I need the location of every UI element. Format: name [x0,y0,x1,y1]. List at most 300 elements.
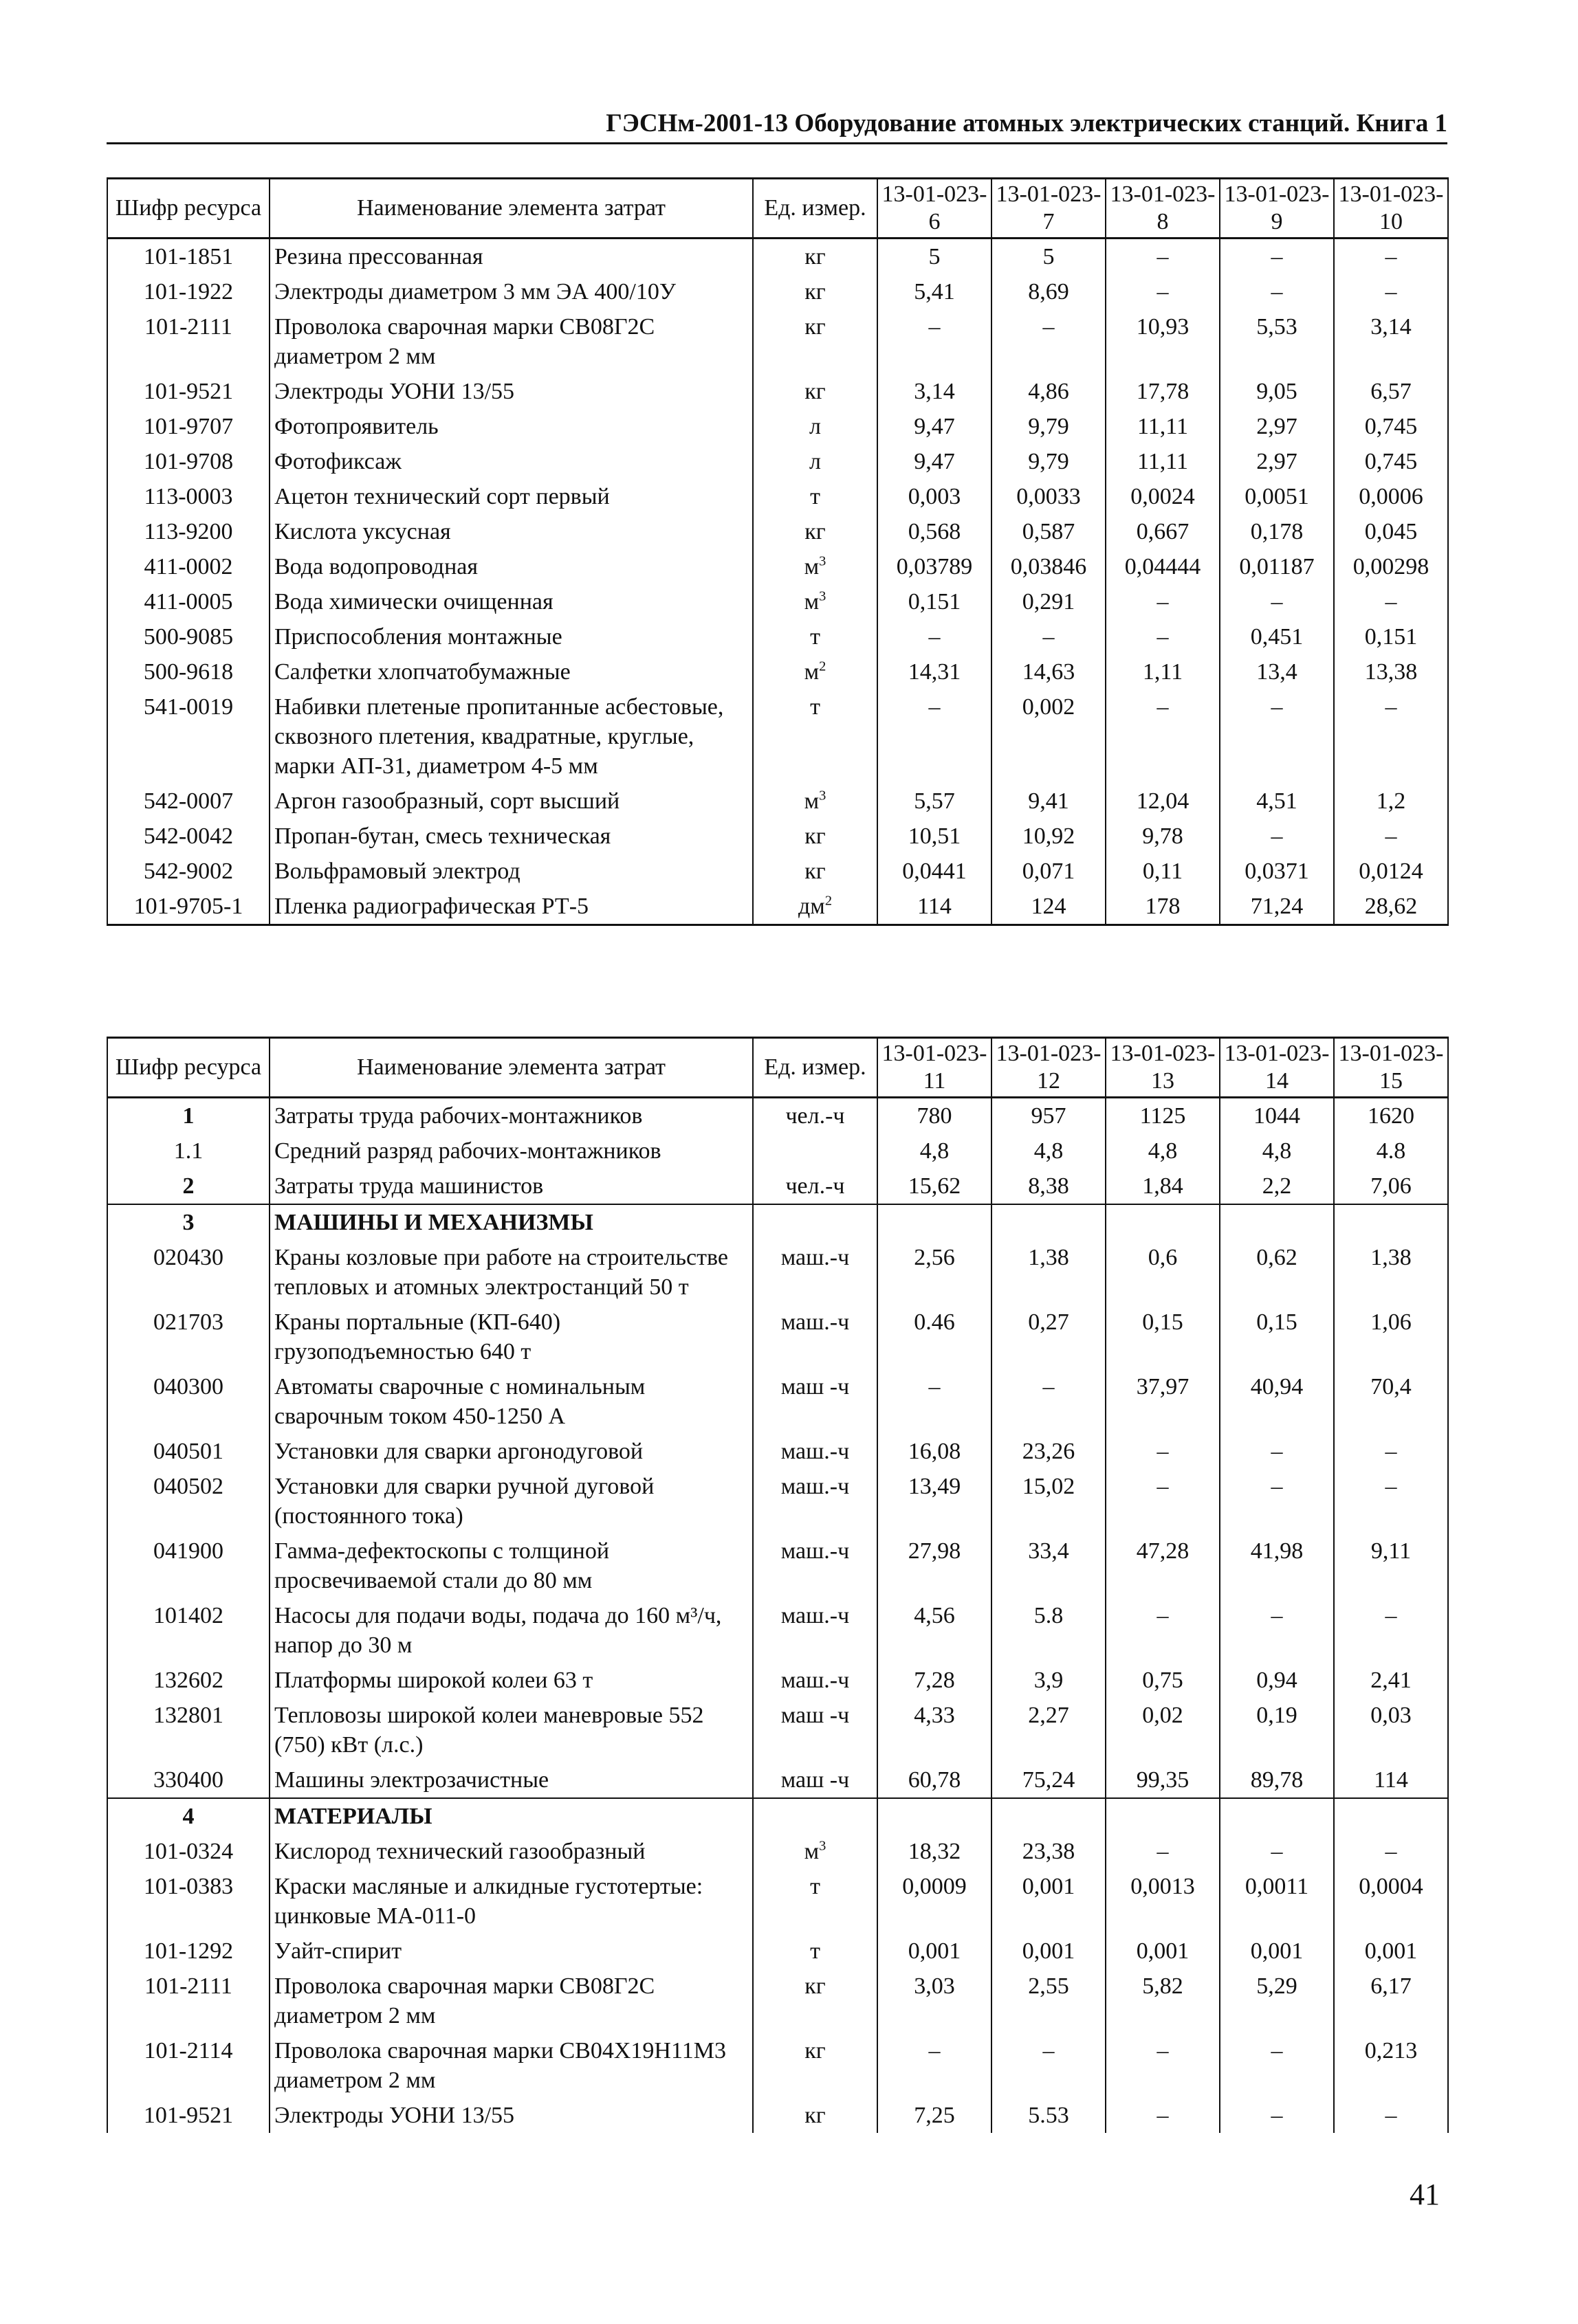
value-cell [1334,1204,1448,1240]
unit-cell [753,584,877,619]
unit-cell [753,1469,877,1534]
unit-text: маш.-ч [780,1603,850,1628]
table-row [107,1934,1448,1969]
table-row [107,1762,1448,1798]
value-cell: 0,0033 [991,479,1106,514]
value-cell: – [1106,274,1220,309]
resource-name: Установки для сварки ручной дуговой (постоянного тока) [270,1469,753,1534]
value-cell: 9,11 [1334,1534,1448,1598]
value-cell: 47,28 [1106,1534,1220,1598]
resource-code: 542-9002 [107,854,270,889]
unit-exponent: 3 [819,553,826,569]
unit-text: кг [804,823,826,849]
value-cell: 4,86 [991,374,1106,409]
unit-cell [753,1434,877,1469]
unit-cell [753,1969,877,2033]
value-cell: – [1220,1469,1334,1534]
value-cell: – [1220,584,1334,619]
value-cell: 0,587 [991,514,1106,549]
table-row [107,2098,1448,2133]
value-cell: 8,69 [991,274,1106,309]
header-col: 13-01-023-6 [877,179,991,239]
value-cell: 23,38 [991,1834,1106,1869]
value-cell: 0,0013 [1106,1869,1220,1934]
value-cell: – [991,309,1106,374]
resource-code: 101-2114 [107,2033,270,2098]
unit-cell [753,1934,877,1969]
resource-name: Затраты труда машинистов [270,1169,753,1204]
unit-text: м [804,1839,820,1864]
resource-name: Проволока сварочная марки СВ04Х19Н11М3 диаметром 2 мм [270,2033,753,2098]
resource-code: 2 [107,1169,270,1204]
value-cell: 0,001 [991,1934,1106,1969]
value-cell: 28,62 [1334,889,1448,925]
value-cell [991,1204,1106,1240]
table-row [107,819,1448,854]
value-cell: 0,03846 [991,549,1106,584]
value-cell: 40,94 [1220,1369,1334,1434]
table-row [107,514,1448,549]
table-row [107,1698,1448,1762]
table-row [107,2033,1448,2098]
value-cell: 0,0009 [877,1869,991,1934]
unit-text: т [810,1874,820,1899]
resource-table-1 [107,177,1449,926]
header-col: 13-01-023-7 [991,179,1106,239]
table-row [107,1240,1448,1305]
value-cell: 0,19 [1220,1698,1334,1762]
value-cell: 114 [877,889,991,925]
resource-name: Набивки плетеные пропитанные асбестовые, сквозного плетения, квадратные, круглые, марки АП-31, диаметром 4-5 мм [270,689,753,784]
resource-name: Машины электрозачистные [270,1762,753,1798]
value-cell: 89,78 [1220,1762,1334,1798]
unit-text: т [810,484,820,509]
value-cell: 0,451 [1220,619,1334,654]
value-cell: 2,56 [877,1240,991,1305]
resource-name: Краны портальные (КП-640) грузоподъемностью 640 т [270,1305,753,1369]
value-cell: – [1334,239,1448,275]
resource-name: Кислота уксусная [270,514,753,549]
value-cell: – [1334,1598,1448,1663]
unit-cell [753,819,877,854]
resource-name: Электроды УОНИ 13/55 [270,2098,753,2133]
value-cell: 4.8 [1334,1133,1448,1169]
header-rule [107,142,1447,144]
value-cell: 9,78 [1106,819,1220,854]
resource-name: Гамма-дефектоскопы с толщиной просвечиваемой стали до 80 мм [270,1534,753,1598]
unit-text: м [804,788,820,814]
table-row [107,889,1448,925]
resource-name: Салфетки хлопчатобумажные [270,654,753,689]
header-col: 13-01-023-13 [1106,1038,1220,1098]
value-cell: 3,03 [877,1969,991,2033]
resource-name: Аргон газообразный, сорт высший [270,784,753,819]
value-cell: 0,0006 [1334,479,1448,514]
unit-cell [753,1204,877,1240]
resource-code: 1 [107,1098,270,1134]
section-row [107,1204,1448,1240]
table-row [107,409,1448,444]
value-cell: 14,31 [877,654,991,689]
unit-cell [753,1869,877,1934]
value-cell: 71,24 [1220,889,1334,925]
value-cell: 9,47 [877,444,991,479]
value-cell: 0,745 [1334,409,1448,444]
unit-cell [753,239,877,275]
header-col: 13-01-023-12 [991,1038,1106,1098]
section-row [107,1798,1448,1834]
unit-text: т [810,1938,820,1964]
value-cell: 2,2 [1220,1169,1334,1204]
value-cell: 0,02 [1106,1698,1220,1762]
value-cell [991,1798,1106,1834]
unit-cell [753,1098,877,1134]
value-cell: 124 [991,889,1106,925]
value-cell: – [1106,584,1220,619]
value-cell: 0,667 [1106,514,1220,549]
header-code: Шифр ресурса [107,1038,270,1098]
value-cell: – [1106,1469,1220,1534]
value-cell: 5,29 [1220,1969,1334,2033]
resource-name: Платформы широкой колеи 63 т [270,1663,753,1698]
value-cell: 5,57 [877,784,991,819]
value-cell: 0,745 [1334,444,1448,479]
resource-code: 541-0019 [107,689,270,784]
unit-text: м [804,659,820,685]
value-cell: – [1106,1834,1220,1869]
value-cell: 2,41 [1334,1663,1448,1698]
resource-name: Пропан-бутан, смесь техническая [270,819,753,854]
resource-code: 041900 [107,1534,270,1598]
unit-text: кг [804,2038,826,2063]
unit-cell [753,1663,877,1698]
header-col: 13-01-023-8 [1106,179,1220,239]
header-name: Наименование элемента затрат [270,179,753,239]
value-cell [1106,1798,1220,1834]
value-cell: 2,27 [991,1698,1106,1762]
value-cell: – [991,619,1106,654]
unit-cell [753,1798,877,1834]
value-cell: 5,41 [877,274,991,309]
resource-code: 101402 [107,1598,270,1663]
header-name: Наименование элемента затрат [270,1038,753,1098]
unit-cell [753,1834,877,1869]
table-row [107,239,1448,275]
unit-text: л [809,414,821,439]
page-number: 41 [1410,2178,1440,2211]
value-cell: – [877,2033,991,2098]
value-cell: 1125 [1106,1098,1220,1134]
resource-code: 4 [107,1798,270,1834]
value-cell: 0,03 [1334,1698,1448,1762]
unit-cell [753,1698,877,1762]
unit-text: маш.-ч [780,1538,850,1564]
value-cell: – [1106,689,1220,784]
unit-cell [753,1240,877,1305]
resource-code: 500-9618 [107,654,270,689]
section-title: МАШИНЫ И МЕХАНИЗМЫ [270,1204,753,1240]
value-cell: 5 [991,239,1106,275]
unit-cell [753,374,877,409]
value-cell: – [1220,2033,1334,2098]
resource-code: 132602 [107,1663,270,1698]
header-col: 13-01-023-11 [877,1038,991,1098]
unit-text: чел.-ч [785,1173,845,1199]
resource-name: Пленка радиографическая РТ-5 [270,889,753,925]
value-cell: 4,8 [877,1133,991,1169]
unit-text: маш.-ч [780,1309,850,1335]
value-cell: 9,41 [991,784,1106,819]
unit-cell [753,274,877,309]
table-row [107,1434,1448,1469]
value-cell [1220,1798,1334,1834]
resource-code: 330400 [107,1762,270,1798]
value-cell: 5,53 [1220,309,1334,374]
value-cell: 6,57 [1334,374,1448,409]
value-cell: – [877,619,991,654]
value-cell: 0,15 [1220,1305,1334,1369]
table-row [107,374,1448,409]
resource-name: Уайт-спирит [270,1934,753,1969]
value-cell: 18,32 [877,1834,991,1869]
value-cell: – [1220,274,1334,309]
resource-name: Резина прессованная [270,239,753,275]
unit-cell [753,309,877,374]
resource-code: 101-9521 [107,2098,270,2133]
value-cell: – [1334,274,1448,309]
value-cell: 0,0011 [1220,1869,1334,1934]
value-cell: 0,001 [877,1934,991,1969]
value-cell: 0,11 [1106,854,1220,889]
value-cell: 1,06 [1334,1305,1448,1369]
unit-text: маш -ч [780,1374,850,1399]
value-cell: 0,002 [991,689,1106,784]
value-cell: 0,0124 [1334,854,1448,889]
value-cell: 15,62 [877,1169,991,1204]
resource-name: Автоматы сварочные с номинальным сварочным током 450-1250 А [270,1369,753,1434]
value-cell: 0,045 [1334,514,1448,549]
resource-code: 3 [107,1204,270,1240]
value-cell: 5 [877,239,991,275]
resource-name: Вода водопроводная [270,549,753,584]
value-cell: 7,25 [877,2098,991,2133]
header-code: Шифр ресурса [107,179,270,239]
value-cell: 4,56 [877,1598,991,1663]
value-cell: 15,02 [991,1469,1106,1534]
table-row [107,689,1448,784]
value-cell: – [877,309,991,374]
value-cell: 0,0024 [1106,479,1220,514]
value-cell: 0,04444 [1106,549,1220,584]
value-cell: – [1334,584,1448,619]
unit-text: кг [804,519,826,544]
resource-name: Электроды УОНИ 13/55 [270,374,753,409]
unit-exponent: 3 [819,588,826,604]
unit-cell [753,854,877,889]
table-row [107,619,1448,654]
value-cell: 0,27 [991,1305,1106,1369]
header-col: 13-01-023-15 [1334,1038,1448,1098]
value-cell: 0,0004 [1334,1869,1448,1934]
value-cell: – [991,2033,1106,2098]
value-cell: 0,151 [1334,619,1448,654]
unit-exponent: 3 [819,788,826,804]
value-cell: 0,291 [991,584,1106,619]
resource-code: 542-0042 [107,819,270,854]
value-cell: 7,28 [877,1663,991,1698]
value-cell: 1,38 [1334,1240,1448,1305]
value-cell: 0,001 [1220,1934,1334,1969]
table-row [107,1869,1448,1934]
resource-code: 500-9085 [107,619,270,654]
table-row [107,1534,1448,1598]
unit-exponent: 3 [819,1838,826,1854]
value-cell: 5.53 [991,2098,1106,2133]
resource-code: 020430 [107,1240,270,1305]
resource-name: Насосы для подачи воды, подача до 160 м³/ч, напор до 30 м [270,1598,753,1663]
unit-text: кг [804,244,826,269]
table-row [107,1834,1448,1869]
resource-name: Вода химически очищенная [270,584,753,619]
value-cell: 12,04 [1106,784,1220,819]
value-cell: 0,00298 [1334,549,1448,584]
value-cell: 5.8 [991,1598,1106,1663]
value-cell: 114 [1334,1762,1448,1798]
resource-code: 113-9200 [107,514,270,549]
value-cell [877,1798,991,1834]
resource-code: 101-1851 [107,239,270,275]
unit-cell [753,689,877,784]
value-cell: 0,001 [991,1869,1106,1934]
resource-code: 101-0383 [107,1869,270,1934]
unit-cell [753,409,877,444]
table-row [107,309,1448,374]
resource-code: 132801 [107,1698,270,1762]
value-cell: 4,33 [877,1698,991,1762]
resource-code: 021703 [107,1305,270,1369]
value-cell: – [877,689,991,784]
value-cell: 3,14 [1334,309,1448,374]
resource-name: Проволока сварочная марки СВ08Г2С диаметром 2 мм [270,309,753,374]
value-cell: 5,82 [1106,1969,1220,2033]
table-row [107,1169,1448,1204]
header-col: 13-01-023-14 [1220,1038,1334,1098]
table-row [107,584,1448,619]
value-cell: – [1106,1434,1220,1469]
value-cell: – [1220,819,1334,854]
table-row [107,1098,1448,1134]
value-cell: 4,51 [1220,784,1334,819]
resource-name: Установки для сварки аргонодуговой [270,1434,753,1469]
resource-code: 101-2111 [107,1969,270,2033]
resource-code: 411-0002 [107,549,270,584]
value-cell: 8,38 [991,1169,1106,1204]
unit-cell [753,549,877,584]
value-cell: 1,38 [991,1240,1106,1305]
value-cell: 0,62 [1220,1240,1334,1305]
resource-name: Затраты труда рабочих-монтажников [270,1098,753,1134]
value-cell: 3,9 [991,1663,1106,1698]
unit-cell [753,1534,877,1598]
value-cell: 75,24 [991,1762,1106,1798]
value-cell: 11,11 [1106,409,1220,444]
resource-name: Приспособления монтажные [270,619,753,654]
unit-text: кг [804,314,826,340]
resource-code: 101-9521 [107,374,270,409]
value-cell: 13,38 [1334,654,1448,689]
value-cell: 17,78 [1106,374,1220,409]
resource-name: Проволока сварочная марки СВ08Г2С диаметром 2 мм [270,1969,753,2033]
value-cell: 0,03789 [877,549,991,584]
page-header: ГЭСНм-2001-13 Оборудование атомных электрических станций. Книга 1 [606,109,1447,137]
resource-table-2 [107,1037,1449,2133]
unit-text: маш -ч [780,1703,850,1728]
unit-cell [753,514,877,549]
table-row [107,784,1448,819]
value-cell: 13,4 [1220,654,1334,689]
resource-name: Электроды диаметром 3 мм ЭА 400/10У [270,274,753,309]
table-row [107,1133,1448,1169]
value-cell: 0,0051 [1220,479,1334,514]
unit-cell [753,479,877,514]
table-row [107,1469,1448,1534]
value-cell: 4,8 [1220,1133,1334,1169]
value-cell: 9,05 [1220,374,1334,409]
value-cell: 6,17 [1334,1969,1448,2033]
value-cell [877,1204,991,1240]
resource-code: 101-9707 [107,409,270,444]
unit-cell [753,2098,877,2133]
value-cell: – [1220,1834,1334,1869]
unit-cell [753,889,877,925]
value-cell: 0,0371 [1220,854,1334,889]
value-cell: – [1106,2033,1220,2098]
resource-code: 040502 [107,1469,270,1534]
unit-text: маш.-ч [780,1439,850,1464]
resource-code: 113-0003 [107,479,270,514]
unit-text: м [804,554,820,579]
value-cell: 9,79 [991,409,1106,444]
resource-name: Средний разряд рабочих-монтажников [270,1133,753,1169]
unit-exponent: 2 [819,659,826,674]
table-row [107,1663,1448,1698]
table-header-row [107,179,1448,239]
unit-cell [753,1369,877,1434]
unit-text: кг [804,859,826,884]
unit-text: кг [804,1973,826,1999]
table-row [107,479,1448,514]
table-row [107,549,1448,584]
unit-cell [753,654,877,689]
unit-text: кг [804,2103,826,2128]
table-row [107,654,1448,689]
value-cell: 10,93 [1106,309,1220,374]
resource-code: 411-0005 [107,584,270,619]
value-cell [1220,1204,1334,1240]
value-cell: 3,14 [877,374,991,409]
value-cell [1106,1204,1220,1240]
value-cell: – [1334,1834,1448,1869]
value-cell: 0,001 [1334,1934,1448,1969]
value-cell: 2,97 [1220,444,1334,479]
unit-text: маш.-ч [780,1668,850,1693]
unit-cell [753,1598,877,1663]
value-cell: 7,06 [1334,1169,1448,1204]
value-cell [1334,1798,1448,1834]
value-cell: 1,84 [1106,1169,1220,1204]
resource-code: 101-1922 [107,274,270,309]
unit-cell [753,2033,877,2098]
